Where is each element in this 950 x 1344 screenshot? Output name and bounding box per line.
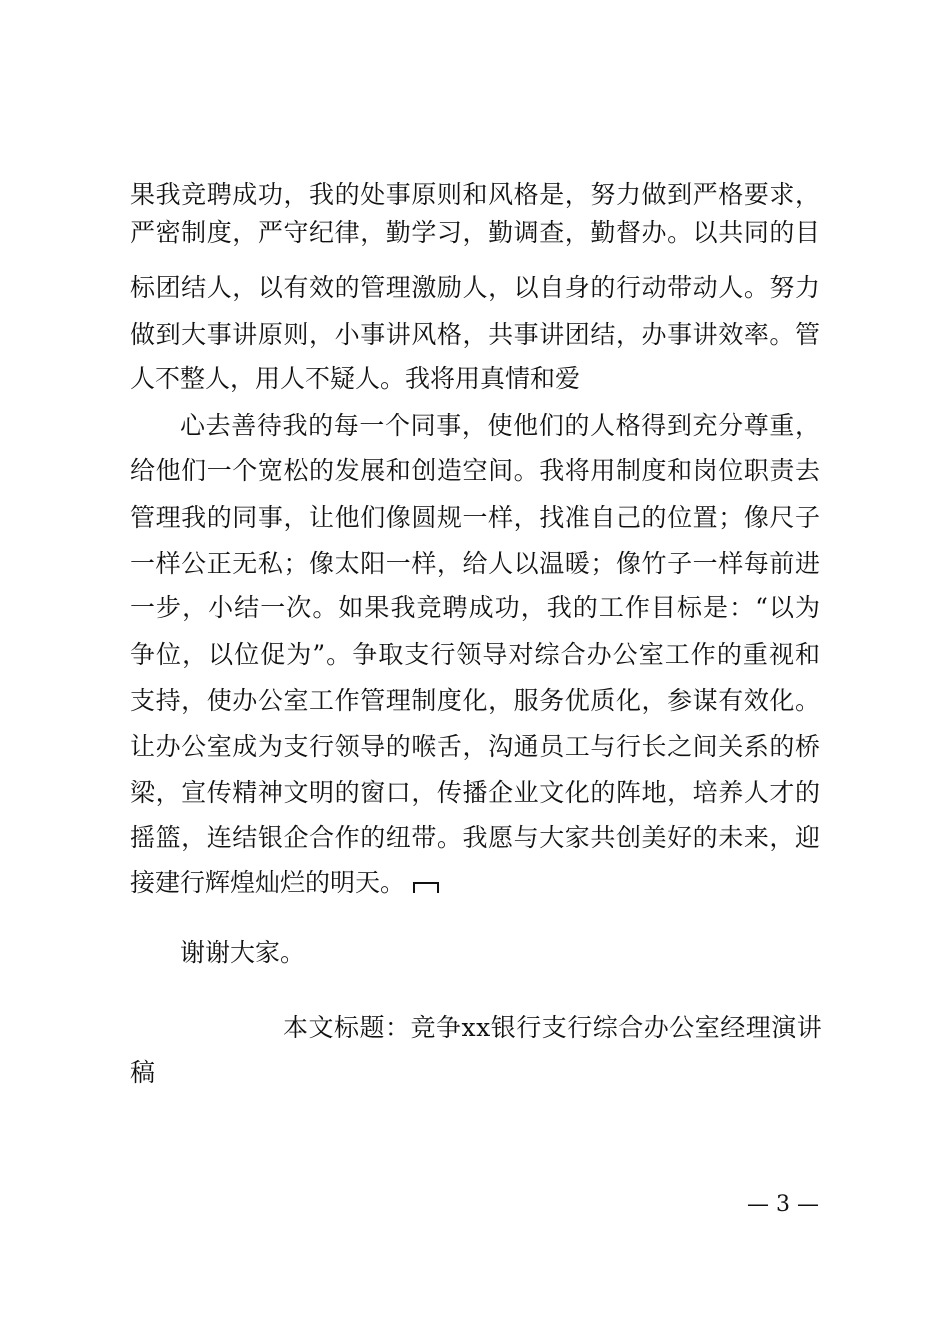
- paragraph-2-line-8: 让办公室成为支行领导的喉舌，沟通员工与行长之间关系的桥: [130, 732, 820, 761]
- article-title-line-2: 稿: [130, 1058, 156, 1087]
- paragraph-1-line-5: 人不整人，用人不疑人。我将用真情和爱: [130, 364, 581, 393]
- paragraph-2-line-10: 摇篮，连结银企合作的纽带。我愿与大家共创美好的未来，迎: [130, 823, 820, 852]
- paragraph-2-line-1: 心去善待我的每一个同事，使他们的人格得到充分尊重，: [180, 411, 820, 440]
- section-break-mark: [413, 882, 439, 893]
- paragraph-2-line-9: 梁，宣传精神文明的窗口，传播企业文化的阵地，培养人才的: [130, 778, 820, 807]
- paragraph-2-line-11: [130, 868, 820, 898]
- article-title-line-1: 本文标题：竞争xx银行支行综合办公室经理演讲: [283, 1013, 823, 1042]
- paragraph-2-line-6: 争位，以位促为”。争取支行领导对综合办公室工作的重视和: [130, 640, 820, 669]
- paragraph-1-line-2: 严密制度，严守纪律，勤学习，勤调查，勤督办。以共同的目: [130, 218, 820, 247]
- paragraph-1-line-1: 果我竞聘成功，我的处事原则和风格是，努力做到严格要求，: [130, 180, 820, 209]
- paragraph-1-line-3: 标团结人，以有效的管理激励人，以自身的行动带动人。努力: [130, 273, 820, 302]
- paragraph-2-line-4: 一样公正无私；像太阳一样，给人以温暖；像竹子一样每前进: [130, 549, 820, 578]
- paragraph-2-line-7: 支持，使办公室工作管理制度化，服务优质化，参谋有效化。: [130, 686, 820, 715]
- closing-thanks: 谢谢大家。: [180, 938, 306, 967]
- paragraph-1-line-4: 做到大事讲原则，小事讲风格，共事讲团结，办事讲效率。管: [130, 320, 820, 349]
- paragraph-2-line-11-text: 接建行辉煌灿烂的明天。: [130, 868, 406, 897]
- paragraph-2-line-3: 管理我的同事，让他们像圆规一样，找准自己的位置；像尺子: [130, 503, 820, 532]
- paragraph-2-line-5: 一步，小结一次。如果我竞聘成功，我的工作目标是：“以为: [130, 593, 820, 622]
- page-number: — 3 —: [747, 1192, 819, 1217]
- paragraph-2-line-2: 给他们一个宽松的发展和创造空间。我将用制度和岗位职责去: [130, 456, 820, 485]
